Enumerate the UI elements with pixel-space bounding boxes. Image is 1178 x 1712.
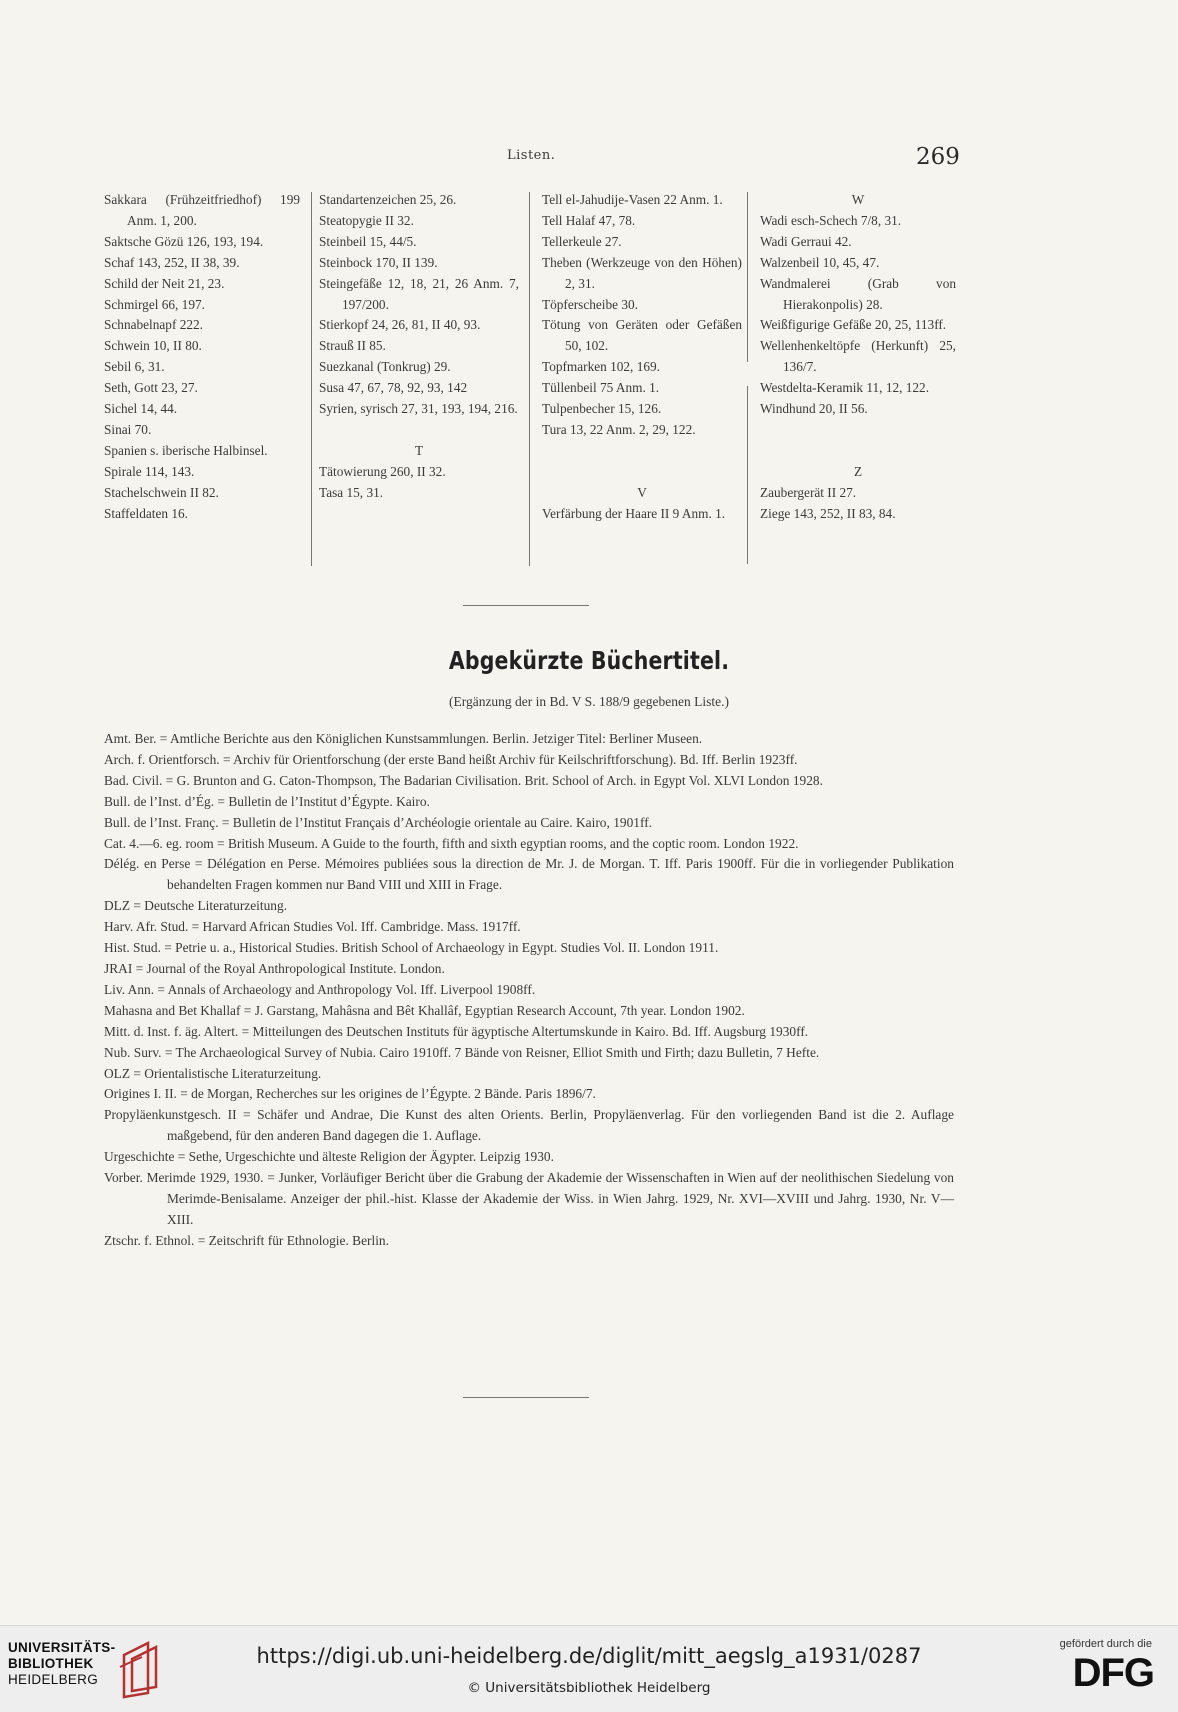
abbreviation-entry: Liv. Ann. = Annals of Archaeology and Anthropology Vol. Iff. Liverpool 1908ff. bbox=[104, 981, 536, 997]
index-entry: Tötung von Geräten oder Gefäßen 50, 102. bbox=[542, 317, 742, 354]
abbreviation-entry: Mitt. d. Inst. f. äg. Altert. = Mitteilungen des Deutschen Instituts für ägyptische Altertumskunde in Kairo. Bd. Iff. Augsburg 1930ff. bbox=[104, 1023, 809, 1039]
abbreviation-entry: Bad. Civil. = G. Brunton and G. Caton-Thompson, The Badarian Civilisation. Brit. School of Arch. in Egypt Vol. XLVI London 1928. bbox=[104, 772, 823, 788]
index-letter-heading: V bbox=[637, 484, 647, 500]
column-divider bbox=[311, 192, 312, 566]
index-column-3 bbox=[542, 190, 742, 570]
abbreviation-entry: OLZ = Orientalistische Literaturzeitung. bbox=[104, 1065, 322, 1081]
index-entry: Syrien, syrisch 27, 31, 193, 194, 216. bbox=[319, 401, 518, 417]
end-divider bbox=[463, 1397, 589, 1398]
index-entry: Steingefäße 12, 18, 21, 26 Anm. 7, 197/200. bbox=[319, 275, 519, 312]
abbreviation-entry: Propyläenkunstgesch. II = Schäfer und Andrae, Die Kunst des alten Orients. Berlin, Propyläenverlag. Für den vorliegenden Band ist die 2. Auflage maßgebend, für den anderen Band dagegen die 1. Auflage. bbox=[104, 1107, 954, 1144]
index-column-1 bbox=[104, 190, 300, 570]
column-divider bbox=[747, 192, 748, 362]
index-entry: Schwein 10, II 80. bbox=[104, 338, 202, 354]
index-entry: Spanien s. iberische Halbinsel. bbox=[104, 442, 268, 458]
index-entry: Susa 47, 67, 78, 92, 93, 142 bbox=[319, 380, 468, 396]
index-entry: Steinbeil 15, 44/5. bbox=[319, 233, 417, 249]
abbreviation-entry: Mahasna and Bet Khallaf = J. Garstang, Mahâsna and Bêt Khallâf, Egyptian Research Account, 7th year. London 1902. bbox=[104, 1002, 745, 1018]
library-name: UNIVERSITÄTS- BIBLIOTHEK HEIDELBERG bbox=[8, 1640, 116, 1687]
index-entry: Suezkanal (Tonkrug) 29. bbox=[319, 359, 451, 375]
index-entry: Sichel 14, 44. bbox=[104, 401, 178, 417]
index-entry: Windhund 20, II 56. bbox=[760, 401, 868, 417]
index-entry: Wadi esch-Schech 7/8, 31. bbox=[760, 212, 902, 228]
index-entry: Schild der Neit 21, 23. bbox=[104, 275, 225, 291]
index-entry: Staffeldaten 16. bbox=[104, 505, 188, 521]
index-entry: Seth, Gott 23, 27. bbox=[104, 380, 198, 396]
index-entry: Wadi Gerraui 42. bbox=[760, 233, 852, 249]
abbreviation-entry: DLZ = Deutsche Literaturzeitung. bbox=[104, 898, 288, 914]
section-divider bbox=[463, 605, 589, 606]
index-entry: Tätowierung 260, II 32. bbox=[319, 463, 446, 479]
index-entry: Stachelschwein II 82. bbox=[104, 484, 219, 500]
index-entry: Tüllenbeil 75 Anm. 1. bbox=[542, 380, 660, 396]
index-entry: Weißfigurige Gefäße 20, 25, 113ff. bbox=[760, 317, 947, 333]
section-subtitle: (Ergänzung der in Bd. V S. 188/9 gegebenen Liste.) bbox=[448, 694, 730, 709]
abbreviation-list bbox=[104, 729, 954, 1252]
dfg-logo: DFG bbox=[1072, 1651, 1154, 1695]
index-entry: Sakkara (Frühzeitfriedhof) 199 Anm. 1, 200. bbox=[104, 192, 300, 228]
index-entry: Tell el-Jahudije-Vasen 22 Anm. 1. bbox=[542, 192, 723, 207]
index-columns bbox=[104, 190, 956, 570]
running-title: Listen. bbox=[507, 148, 556, 163]
section-title: Abgekürzte Büchertitel. bbox=[448, 646, 730, 675]
index-entry: Wandmalerei (Grab von Hierakonpolis) 28. bbox=[760, 275, 956, 312]
abbreviation-entry: Ztschr. f. Ethnol. = Zeitschrift für Ethnologie. Berlin. bbox=[104, 1232, 389, 1248]
column-divider bbox=[747, 386, 748, 564]
abbreviation-entry: Amt. Ber. = Amtliche Berichte aus den Königlichen Kunstsammlungen. Berlin. Jetziger Titel: Berliner Museen. bbox=[104, 731, 703, 746]
abbreviation-entry: Bull. de l’Inst. d’Ég. = Bulletin de l’Institut d’Égypte. Kairo. bbox=[104, 793, 430, 809]
index-entry: Westdelta-Keramik 11, 12, 122. bbox=[760, 380, 930, 396]
index-entry: Steinbock 170, II 139. bbox=[319, 254, 438, 270]
index-entry: Sinai 70. bbox=[104, 421, 152, 437]
index-entry: Tasa 15, 31. bbox=[319, 484, 384, 500]
index-entry: Steatopygie II 32. bbox=[319, 212, 414, 228]
abbreviation-entry: Cat. 4.—6. eg. room = British Museum. A Guide to the fourth, fifth and sixth egyptian rooms, and the coptic room. London 1922. bbox=[104, 835, 799, 851]
index-entry: Stierkopf 24, 26, 81, II 40, 93. bbox=[319, 317, 481, 333]
index-column-4 bbox=[760, 190, 956, 570]
index-entry: Schnabelnapf 222. bbox=[104, 317, 203, 333]
index-letter-heading: T bbox=[414, 442, 424, 458]
abbreviation-entry: JRAI = Journal of the Royal Anthropological Institute. London. bbox=[104, 960, 445, 976]
index-entry: Tura 13, 22 Anm. 2, 29, 122. bbox=[542, 421, 696, 437]
index-entry: Sebil 6, 31. bbox=[104, 359, 165, 375]
viewer-footer bbox=[0, 1625, 1178, 1712]
copyright-notice: © Universitätsbibliothek Heidelberg bbox=[467, 1680, 711, 1696]
index-letter-heading: W bbox=[851, 192, 865, 207]
index-entry: Schaf 143, 252, II 38, 39. bbox=[104, 254, 240, 270]
index-entry: Strauß II 85. bbox=[319, 338, 386, 354]
abbreviation-entry: Bull. de l’Inst. Franç. = Bulletin de l’Institut Français d’Archéologie orientale au Caire. Kairo, 1901ff. bbox=[104, 814, 652, 830]
index-entry: Standartenzeichen 25, 26. bbox=[319, 192, 457, 207]
funding-note: gefördert durch die bbox=[1059, 1638, 1152, 1650]
index-entry: Walzenbeil 10, 45, 47. bbox=[760, 254, 880, 270]
index-entry: Schmirgel 66, 197. bbox=[104, 296, 205, 312]
index-entry: Tell Halaf 47, 78. bbox=[542, 212, 636, 228]
page-number: 269 bbox=[916, 144, 960, 170]
index-entry: Verfärbung der Haare II 9 Anm. 1. bbox=[542, 505, 726, 521]
permalink[interactable]: https://digi.ub.uni-heidelberg.de/diglit/mitt_aegslg_a1931/0287 bbox=[256, 1644, 922, 1668]
abbreviation-entry: Harv. Afr. Stud. = Harvard African Studies Vol. Iff. Cambridge. Mass. 1917ff. bbox=[104, 919, 521, 935]
index-entry: Zaubergerät II 27. bbox=[760, 484, 857, 500]
index-entry: Topfmarken 102, 169. bbox=[542, 359, 660, 375]
abbreviation-entry: Vorber. Merimde 1929, 1930. = Junker, Vorläufiger Bericht über die Grabung der Akademie der Wissenschaften in Wien auf der neolithischen Siedelung von Merimde-Benisalame. Anzeiger der phil.-hist. Klasse der Akademie der Wiss. in Wien Jahrg. 1929, Nr. XVI—XVIII und Jahrg. 1930, Nr. V—XIII. bbox=[104, 1170, 954, 1227]
abbreviation-entry: Urgeschichte = Sethe, Urgeschichte und älteste Religion der Ägypter. Leipzig 1930. bbox=[104, 1149, 554, 1165]
index-entry: Tulpenbecher 15, 126. bbox=[542, 401, 662, 417]
index-entry: Töpferscheibe 30. bbox=[542, 296, 638, 312]
abbreviation-entry: Délég. en Perse = Délégation en Perse. Mémoires publiées sous la direction de Mr. J. de Morgan. T. Iff. Paris 1900ff. Für die in vorliegender Publikation behandelten Fragen kommen nur Band VIII und XIII in Frage. bbox=[104, 856, 954, 893]
index-letter-heading: Z bbox=[853, 463, 863, 479]
index-entry: Tellerkeule 27. bbox=[542, 233, 622, 249]
index-entry: Theben (Werkzeuge von den Höhen) 2, 31. bbox=[542, 254, 742, 291]
index-entry: Wellenhenkeltöpfe (Herkunft) 25, 136/7. bbox=[760, 338, 956, 375]
abbreviation-entry: Arch. f. Orientforsch. = Archiv für Orientforschung (der erste Band heißt Archiv für Keilschriftforschung). Bd. Iff. Berlin 1923ff. bbox=[104, 751, 798, 767]
abbreviation-entry: Origines I. II. = de Morgan, Recherches sur les origines de l’Égypte. 2 Bände. Paris 1896/7. bbox=[104, 1086, 596, 1102]
abbreviation-entry: Hist. Stud. = Petrie u. a., Historical Studies. British School of Archaeology in Egypt. Studies Vol. II. London 1911. bbox=[104, 940, 719, 956]
abbreviation-entry: Nub. Surv. = The Archaeological Survey of Nubia. Cairo 1910ff. 7 Bände von Reisner, Elliot Smith und Firth; dazu Bulletin, 7 Hefte. bbox=[104, 1044, 820, 1060]
index-entry: Saktsche Gözü 126, 193, 194. bbox=[104, 233, 264, 249]
column-divider bbox=[529, 192, 530, 566]
index-entry: Ziege 143, 252, II 83, 84. bbox=[760, 505, 896, 521]
index-column-2 bbox=[319, 190, 519, 570]
index-entry: Spirale 114, 143. bbox=[104, 463, 195, 479]
